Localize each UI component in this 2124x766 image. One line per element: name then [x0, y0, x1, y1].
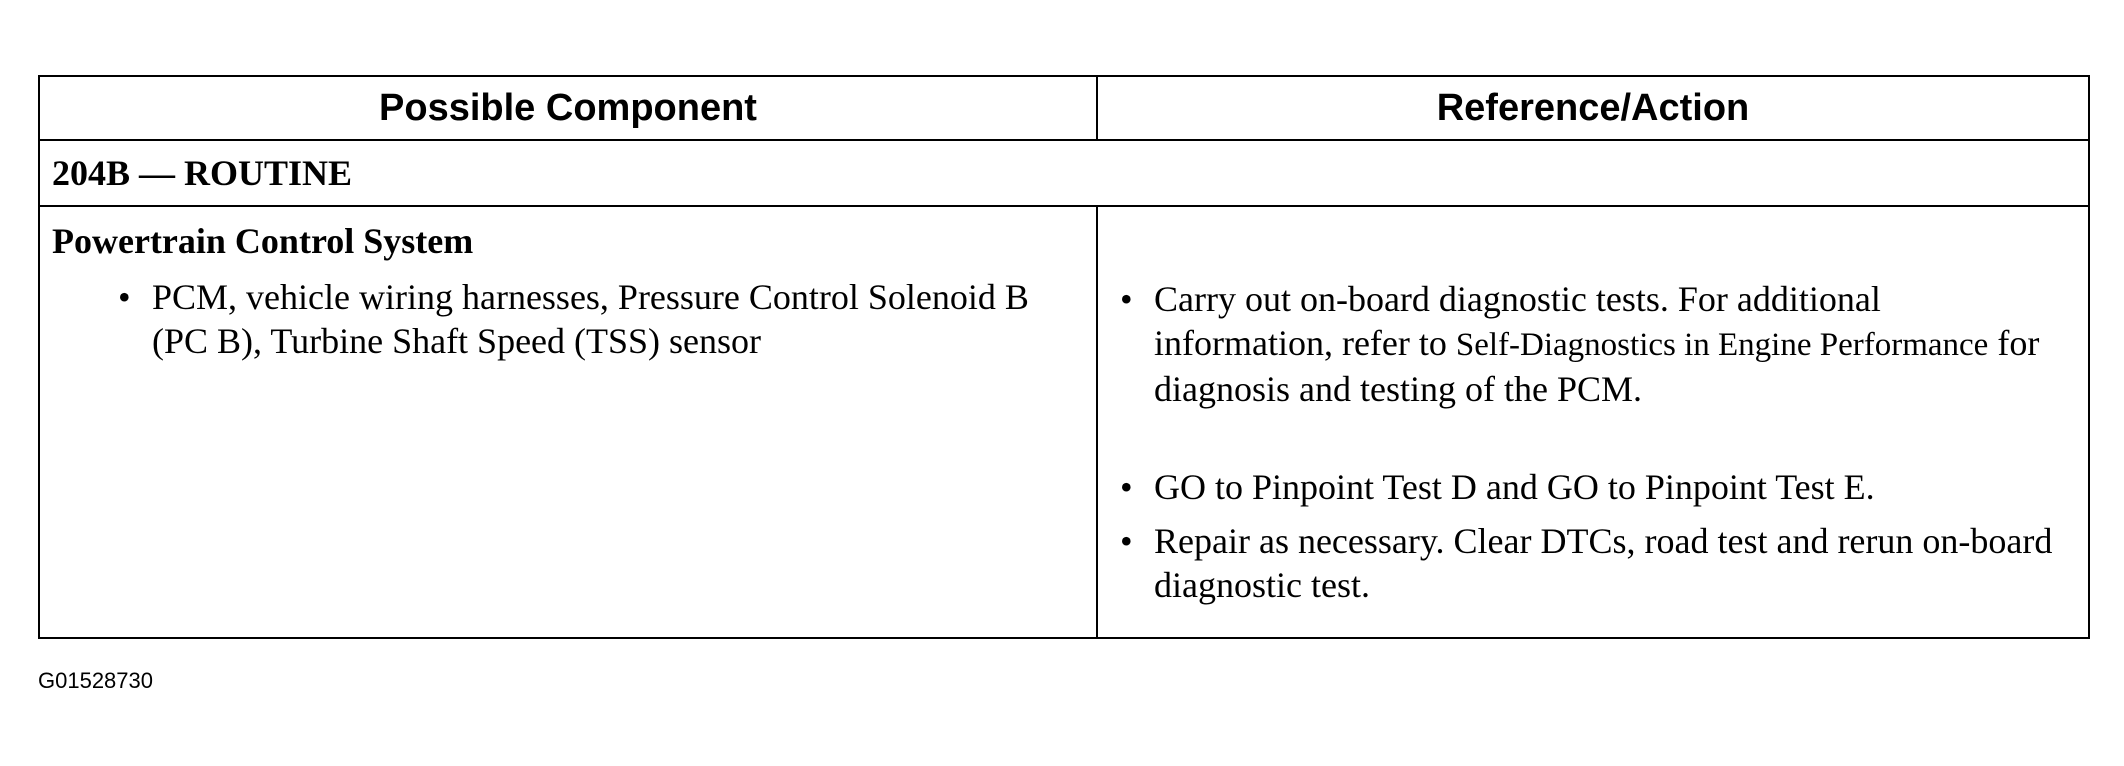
self-diagnostics-reference-link[interactable]: Self-Diagnostics in Engine Performance: [1455, 327, 1989, 363]
table-row: [39, 206, 2089, 638]
action-text-1: [1154, 277, 2060, 411]
action-item-3: [1120, 519, 2060, 607]
component-cell: [39, 206, 1097, 638]
component-text: PCM, vehicle wiring harnesses, Pressure Control Solenoid B (PC B), Turbine Shaft Speed (TSS) sensor: [152, 277, 1029, 361]
header-possible-component: Possible Component: [39, 76, 1097, 140]
header-reference-action: Reference/Action: [1097, 76, 2089, 140]
action-text-2: GO to Pinpoint Test D and GO to Pinpoint Test E.: [1154, 467, 1875, 507]
figure-id: G01528730: [38, 668, 153, 693]
bullet-icon: •: [118, 277, 131, 317]
system-title: Powertrain Control System: [52, 221, 474, 261]
bullet-icon: •: [1120, 521, 1133, 561]
component-list-item: [118, 275, 1080, 363]
action-text-3: Repair as necessary. Clear DTCs, road test and rerun on-board diagnostic test.: [1154, 521, 2053, 605]
section-row: [39, 140, 2089, 206]
action-item-1: [1120, 277, 2060, 411]
action-cell: [1097, 206, 2089, 638]
action-text-1-after: for diagnosis and testing of the PCM.: [1154, 323, 2040, 409]
action-item-2: [1120, 465, 2060, 509]
table-header-row: [39, 76, 2089, 140]
bullet-icon: •: [1120, 467, 1133, 507]
diagnostic-table: [38, 75, 2090, 639]
action-text-1-before: Carry out on-board diagnostic tests. For additional information, refer to: [1154, 279, 1881, 363]
section-title: 204B — ROUTINE: [39, 140, 2089, 206]
bullet-icon: •: [1120, 279, 1133, 319]
